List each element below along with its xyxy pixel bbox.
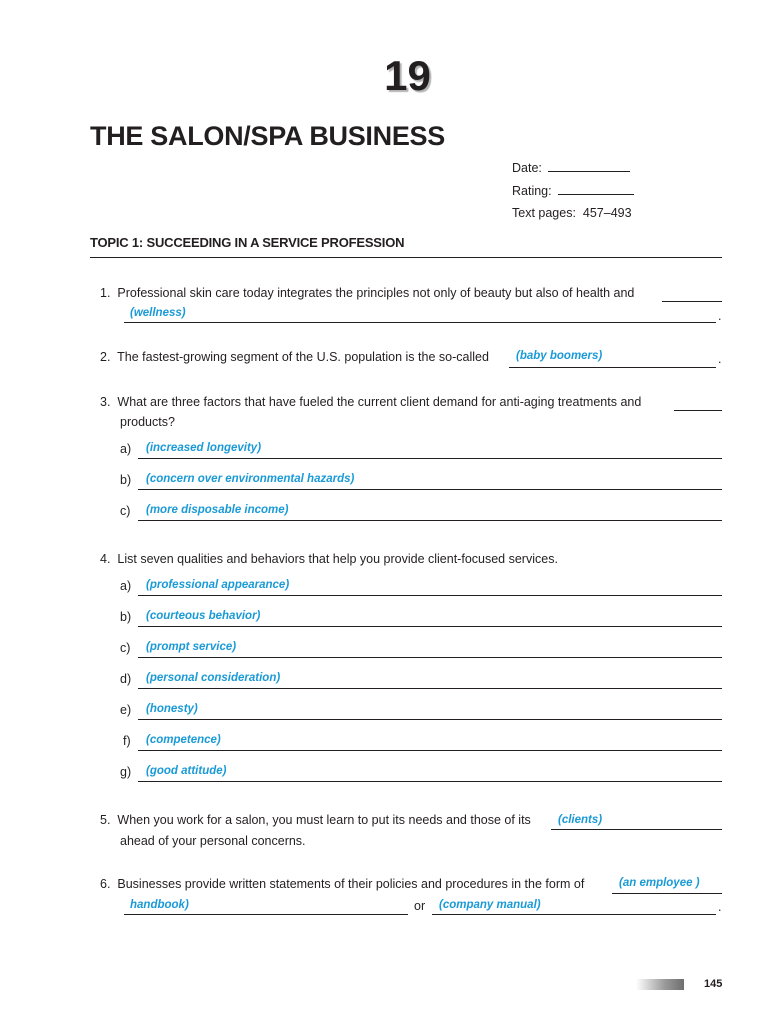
question-text: List seven qualities and behaviors that help you provide client-focused services. — [117, 552, 558, 566]
item-letter: e) — [120, 703, 132, 717]
question-number: 2. — [100, 350, 111, 364]
topic-heading: TOPIC 1: SUCCEEDING IN A SERVICE PROFESSION — [90, 235, 405, 250]
question-5 — [100, 813, 531, 827]
answer-text: (courteous behavior) — [146, 610, 261, 622]
period: . — [718, 900, 722, 914]
item-letter: b) — [120, 610, 132, 624]
answer-line[interactable] — [138, 750, 722, 751]
answer-line[interactable] — [509, 367, 716, 368]
answer-text: (competence) — [146, 734, 221, 746]
item-letter: b) — [120, 473, 132, 487]
item-letter: f) — [123, 734, 131, 748]
answer-line[interactable] — [138, 626, 722, 627]
answer-line[interactable] — [138, 688, 722, 689]
answer-line[interactable] — [138, 489, 722, 490]
answer-text: (personal consideration) — [146, 672, 281, 684]
answer-line[interactable] — [662, 301, 722, 302]
answer-text: (company manual) — [439, 899, 541, 911]
rating-label: Rating: — [512, 184, 552, 198]
answer-text: (prompt service) — [146, 641, 237, 653]
date-blank[interactable] — [548, 160, 630, 172]
answer-line[interactable] — [432, 914, 716, 915]
answer-text: (clients) — [558, 814, 603, 826]
item-letter: a) — [120, 579, 132, 593]
question-text: Businesses provide written statements of their policies and procedures in the form of — [117, 877, 585, 891]
page-number-bar — [636, 979, 684, 990]
answer-text: (concern over environmental hazards) — [146, 473, 355, 485]
period: . — [718, 352, 722, 366]
answer-text: handbook) — [130, 899, 189, 911]
period: . — [718, 309, 722, 323]
question-number: 4. — [100, 552, 111, 566]
rating-blank[interactable] — [558, 183, 634, 195]
answer-text: (wellness) — [130, 307, 186, 319]
answer-line[interactable] — [124, 322, 716, 323]
question-number: 3. — [100, 395, 111, 409]
item-letter: a) — [120, 442, 132, 456]
date-label: Date: — [512, 161, 542, 175]
answer-line[interactable] — [551, 829, 722, 830]
answer-line[interactable] — [138, 781, 722, 782]
item-letter: d) — [120, 672, 132, 686]
question-1 — [100, 286, 634, 300]
answer-line[interactable] — [612, 893, 722, 894]
answer-text: (baby boomers) — [516, 350, 603, 362]
page-number: 145 — [704, 978, 723, 990]
or-text: or — [414, 899, 426, 913]
answer-text: (more disposable income) — [146, 504, 289, 516]
question-text: The fastest-growing segment of the U.S. population is the so-called — [117, 350, 489, 364]
answer-line[interactable] — [138, 719, 722, 720]
answer-line[interactable] — [124, 914, 408, 915]
question-number: 5. — [100, 813, 111, 827]
question-number: 6. — [100, 877, 111, 891]
question-4 — [100, 552, 558, 566]
question-3 — [100, 395, 641, 409]
answer-text: (an employee ) — [619, 877, 700, 889]
item-letter: c) — [120, 504, 131, 518]
answer-line[interactable] — [138, 520, 722, 521]
text-pages-label: Text pages: — [512, 206, 576, 220]
question-text-continued: ahead of your personal concerns. — [120, 834, 306, 848]
date-field — [512, 160, 630, 175]
chapter-title: THE SALON/SPA BUSINESS — [90, 121, 445, 151]
answer-line[interactable] — [138, 595, 722, 596]
question-text-continued: products? — [120, 415, 175, 429]
rating-field — [512, 183, 634, 198]
answer-text: (honesty) — [146, 703, 198, 715]
item-letter: c) — [120, 641, 131, 655]
answer-line[interactable] — [138, 458, 722, 459]
question-text: When you work for a salon, you must learn to put its needs and those of its — [117, 813, 531, 827]
answer-line[interactable] — [138, 657, 722, 658]
question-2 — [100, 350, 489, 364]
answer-line[interactable] — [674, 410, 722, 411]
answer-text: (professional appearance) — [146, 579, 290, 591]
answer-text: (good attitude) — [146, 765, 227, 777]
question-number: 1. — [100, 286, 111, 300]
text-pages — [512, 206, 632, 220]
answer-text: (increased longevity) — [146, 442, 262, 454]
chapter-number: 19 — [384, 52, 431, 99]
item-letter: g) — [120, 765, 132, 779]
question-text: Professional skin care today integrates the principles not only of beauty but also of health and — [117, 286, 635, 300]
text-pages-value: 457–493 — [582, 206, 632, 220]
topic-divider — [90, 257, 722, 258]
question-6 — [100, 877, 584, 891]
question-text: What are three factors that have fueled the current client demand for anti-aging treatments and — [117, 395, 642, 409]
